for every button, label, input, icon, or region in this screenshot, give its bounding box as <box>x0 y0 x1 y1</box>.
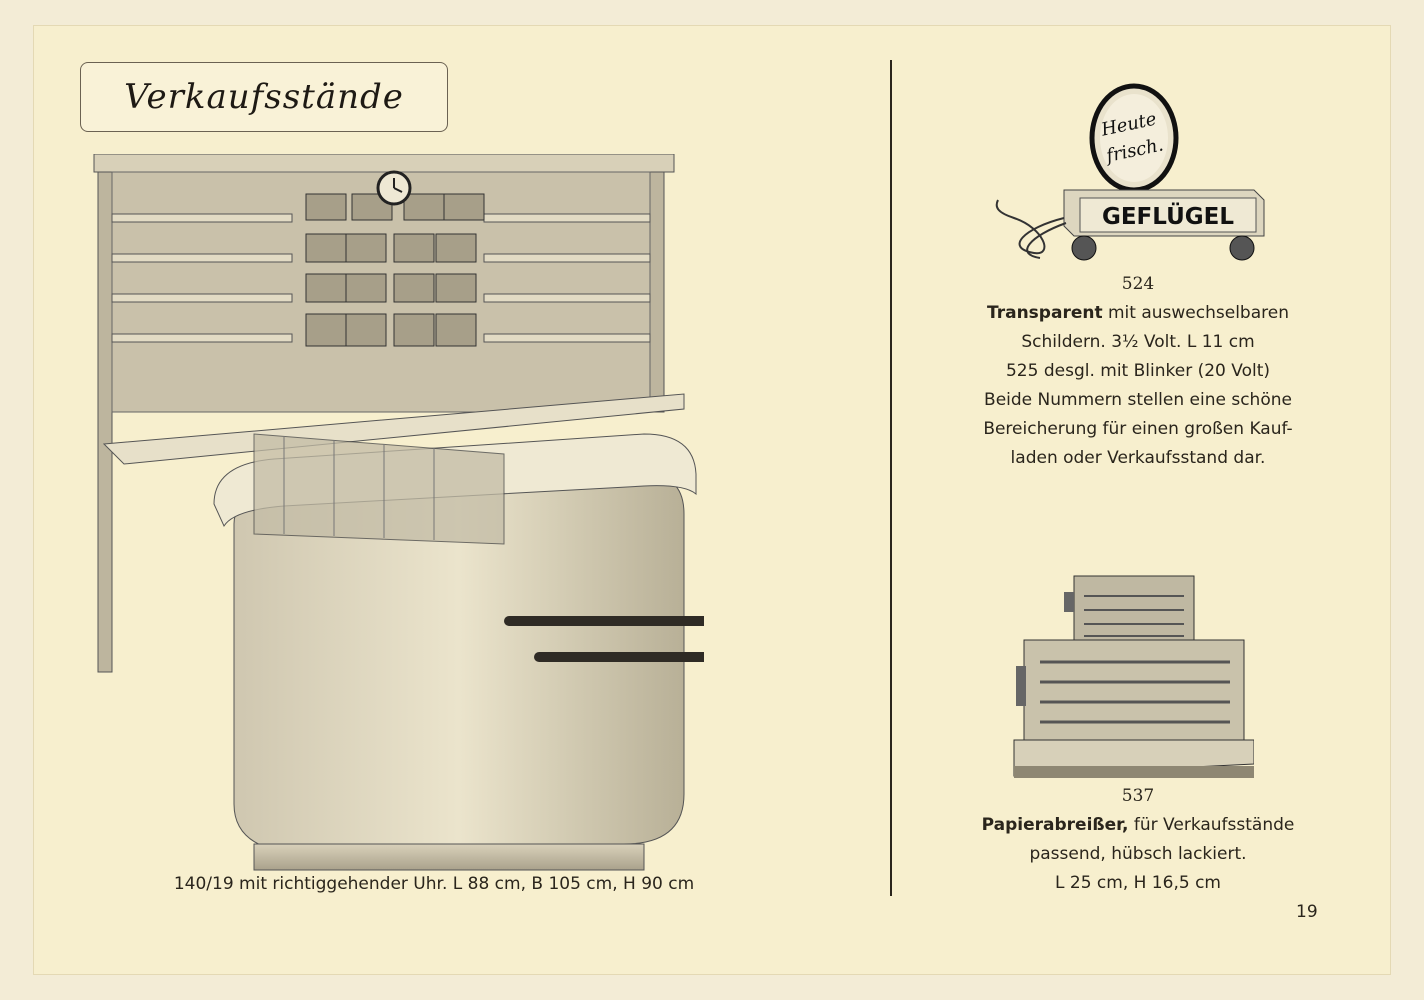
item-524-line4: Beide Nummern stellen eine schöne <box>984 390 1292 410</box>
item-537-name: Papierabreißer, <box>981 815 1129 835</box>
item-524-number: 524 <box>1121 274 1155 294</box>
catalog-page <box>34 26 1390 974</box>
paper-tear-off-illustration <box>994 566 1254 796</box>
page-number: 19 <box>1296 902 1318 922</box>
illuminated-sign-illustration <box>984 78 1274 268</box>
item-537-line2: passend, hübsch lackiert. <box>1029 844 1247 864</box>
item-524-line1 <box>938 299 1338 328</box>
column-divider <box>890 60 892 896</box>
sign-disc-line1: Heute <box>1099 108 1159 141</box>
item-524-line5: Bereicherung für einen großen Kauf- <box>983 419 1293 439</box>
item-524-description <box>938 270 1338 473</box>
sign-box-label: GEFLÜGEL <box>1101 204 1235 230</box>
item-524-line3: 525 desgl. mit Blinker (20 Volt) <box>1005 361 1270 381</box>
item-524-name: Transparent <box>987 303 1103 323</box>
item-537-line3: L 25 cm, H 16,5 cm <box>1055 873 1221 893</box>
item-524-line2: Schildern. 3½ Volt. L 11 cm <box>1021 332 1255 352</box>
item-524-line6: laden oder Verkaufsstand dar. <box>1010 448 1266 468</box>
counter-caption: 140/19 mit richtiggehender Uhr. L 88 cm, B 105 cm, H 90 cm <box>173 874 695 894</box>
item-524-line1-rest: mit auswechselbaren <box>1102 303 1289 323</box>
page-heading: Verkaufsstände <box>124 77 404 117</box>
item-537-description <box>938 782 1338 898</box>
item-537-line1 <box>938 811 1338 840</box>
sales-counter-illustration <box>84 154 704 874</box>
sign-disc-line2: frisch. <box>1104 134 1166 167</box>
item-537-line1-rest: für Verkaufsstände <box>1128 815 1295 835</box>
heading-box <box>80 62 448 132</box>
item-537-number: 537 <box>1121 786 1155 806</box>
